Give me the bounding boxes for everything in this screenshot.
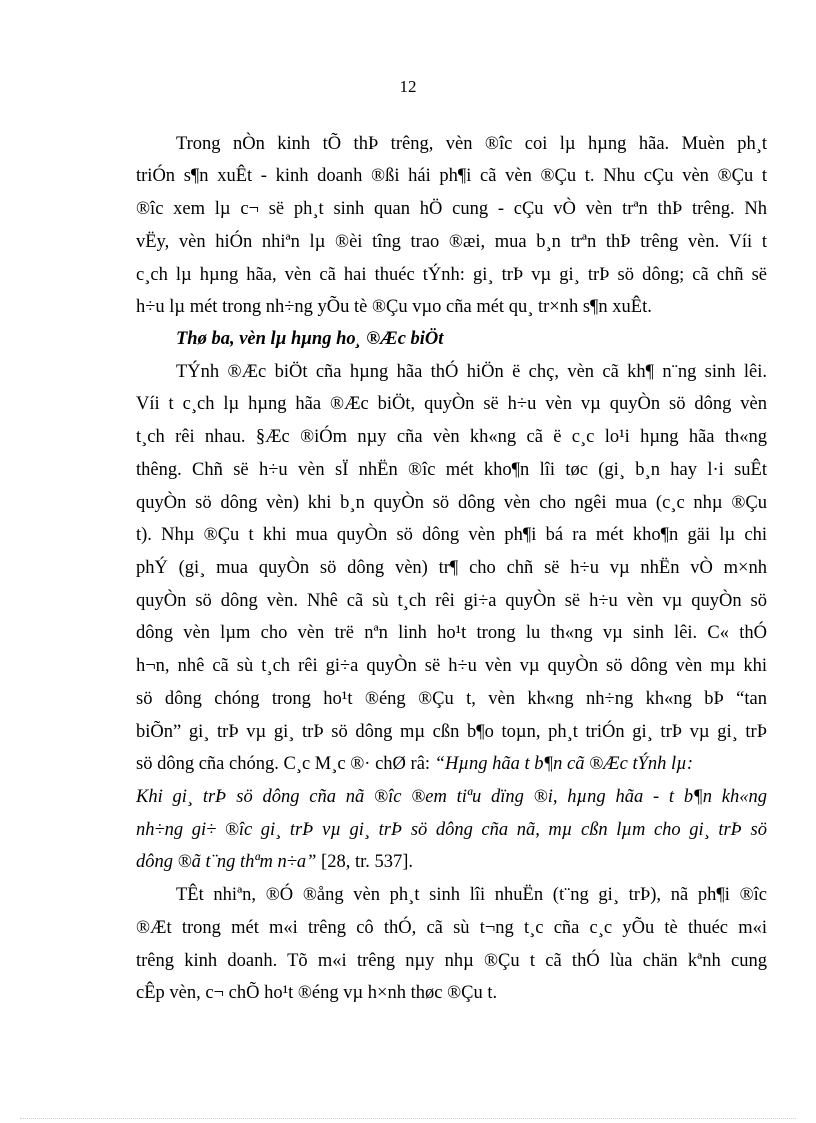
text-line: sö dông chóng trong ho¹t ®éng ®Çu t, vèn kh«ng nh÷ng kh«ng bÞ “tan	[136, 689, 767, 709]
text-line: h¬n, nhê cã sù t¸ch rêi gi÷a quyÒn së h÷u vèn vµ quyÒn sö dông vèn mµ khi	[136, 656, 767, 676]
text-line: c¸ch lµ hµng hãa, vèn cã hai thuéc tÝnh: gi¸ trÞ vµ gi¸ trÞ sö dông; cã chñ së	[136, 265, 767, 285]
text-line: TÊt nhiªn, ®Ó ®ång vèn ph¸t sinh lîi nhuËn (t¨ng gi¸ trÞ), nã ph¶i ®îc	[176, 885, 767, 905]
text-line: phÝ (gi¸ mua quyÒn sö dông vèn) tr¶ cho chñ së h÷u vµ nhËn vÒ m×nh	[136, 558, 767, 578]
text-line: Trong nÒn kinh tÕ thÞ trêng, vèn ®îc coi lµ hµng hãa. Muèn ph¸t	[176, 134, 767, 154]
text-line: ®îc xem lµ c¬ së ph¸t sinh quan hÖ cung - cÇu vÒ vèn trªn thÞ trêng. Nh	[136, 199, 767, 219]
quote-run: “Hµng hãa t b¶n cã ®Æc tÝnh lµ:	[434, 754, 693, 774]
footer-divider	[20, 1118, 796, 1119]
text-line: quyÒn sö dông vèn) khi b¸n quyÒn sö dông vèn cho ngêi mua (c¸c nhµ ®Çu	[136, 493, 767, 513]
text-line: trêng kinh doanh. Tõ m«i trêng nµy nhµ ®Çu t cã thÓ lùa chän kªnh cung	[136, 951, 767, 971]
text-line: cÊp vèn, c¬ chÕ ho¹t ®éng vµ h×nh thøc ®Çu t.	[136, 983, 498, 1003]
text-line: quyÒn sö dông vèn. Nhê cã sù t¸ch rêi gi÷a quyÒn së h÷u vèn vµ quyÒn sö	[136, 591, 767, 611]
section-heading: Thø ba, vèn lµ hµng ho¸ ®Æc biÖt	[176, 329, 444, 349]
quote-line: Khi gi¸ trÞ sö dông cña nã ®îc ®em tiªu dïng ®i, hµng hãa - t b¶n kh«ng	[136, 787, 767, 807]
text-run: sö dông cña chóng. C¸c M¸c ®· chØ râ:	[136, 754, 431, 774]
text-line: TÝnh ®Æc biÖt cña hµng hãa thÓ hiÖn ë chç, vèn cã kh¶ n¨ng sinh lêi.	[176, 362, 767, 382]
text-line: t¸ch rêi nhau. §Æc ®iÓm nµy cña vèn kh«ng cã ë c¸c lo¹i hµng hãa th«ng	[136, 427, 767, 447]
text-line: dông vèn lµm cho vèn trë nªn linh ho¹t trong lu th«ng vµ sinh lêi. C« thÓ	[136, 623, 767, 643]
page-number: 12	[399, 77, 417, 96]
text-line: thêng. Chñ së h÷u vèn sÏ nhËn ®îc mét kho¶n lîi tøc (gi¸ b¸n hay l·i suÊt	[136, 460, 767, 480]
text-line: t). Nhµ ®Çu t khi mua quyÒn sö dông vèn ph¶i bá ra mét kho¶n gäi lµ chi	[136, 525, 767, 545]
citation: [28, tr. 537].	[321, 852, 414, 872]
text-line: Víi t c¸ch lµ hµng hãa ®Æc biÖt, quyÒn së h÷u vèn vµ quyÒn sö dông vèn	[136, 394, 767, 414]
text-line: biÕn” gi¸ trÞ vµ gi¸ trÞ sö dông mµ cßn b¶o toµn, ph¸t triÓn gi¸ trÞ vµ gi¸ trÞ	[136, 722, 767, 742]
text-line: ®Æt trong mét m«i trêng cô thÓ, cã sù t¬ng t¸c cña c¸c yÕu tè thuéc m«i	[136, 918, 767, 938]
text-line: h÷u lµ mét trong nh÷ng yÕu tè ®Çu vµo cña mét qu¸ tr×nh s¶n xuÊt.	[136, 297, 652, 317]
text-line	[136, 751, 767, 777]
text-line: triÓn s¶n xuÊt - kinh doanh ®ßi hái ph¶i cã vèn ®Çu t. Nhu cÇu vèn ®Çu t	[136, 166, 767, 186]
quote-line: nh÷ng gi÷ ®îc gi¸ trÞ vµ gi¸ trÞ sö dông cña nã, mµ cßn lµm cho gi¸ trÞ sö	[136, 820, 767, 840]
quote-run: dông ®ã t¨ng thªm n÷a”	[136, 852, 317, 872]
text-line	[136, 849, 767, 875]
text-line: vËy, vèn hiÓn nhiªn lµ ®èi tîng trao ®æi, mua b¸n trªn thÞ trêng vèn. Víi t	[136, 232, 767, 252]
